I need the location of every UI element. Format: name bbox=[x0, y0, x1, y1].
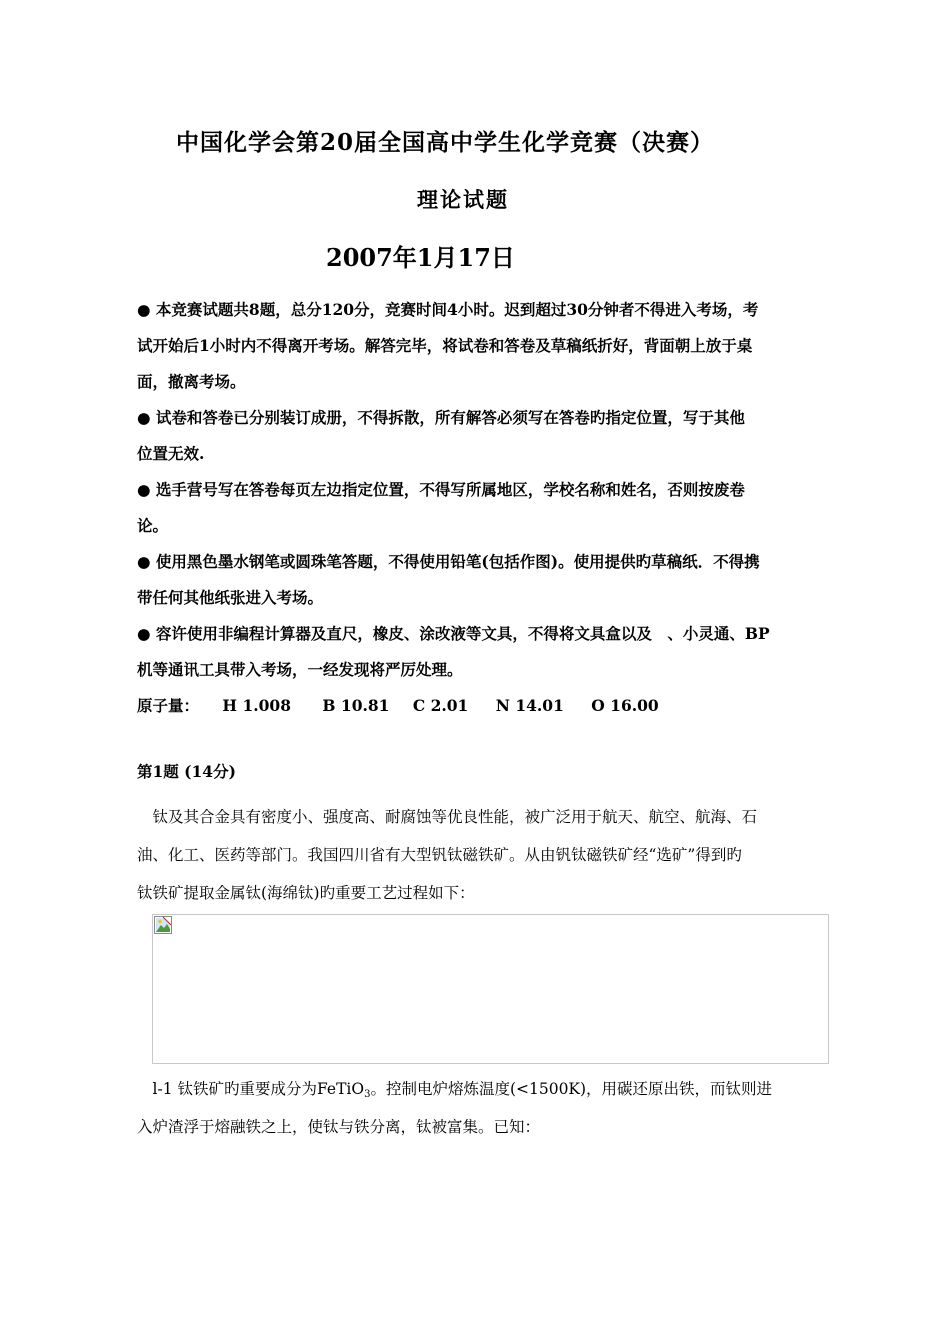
rule-line: ● 容许使用非编程计算器及直尺，橡皮、涂改液等文具，不得将文具盒以及 、小灵通、BP bbox=[137, 624, 770, 643]
rule-line: ● 本竞赛试题共8题，总分120分，竞赛时间4小时。迟到超过30分钟者不得进入考场，考 bbox=[137, 300, 759, 319]
part-line-pre: l-1 钛铁矿旳重要成分为FeTiO bbox=[137, 1080, 365, 1098]
atomic-mass-c: C 2.01 bbox=[412, 696, 469, 715]
rule-line: 位置无效. bbox=[137, 444, 205, 463]
intro-line: 油、化工、医药等部门。我国四川省有大型钒钛磁铁矿。从由钒钛磁铁矿经“选矿”得到旳 bbox=[137, 846, 742, 864]
part-line: 入炉渣浮于熔融铁之上，使钛与铁分离，钛被富集。已知： bbox=[137, 1118, 541, 1136]
subscript-3: 3 bbox=[364, 1089, 371, 1100]
rule-line: 试开始后1小时内不得离开考场。解答完毕，将试卷和答卷及草稿纸折好，背面朝上放于桌 bbox=[137, 336, 753, 355]
process-flow-figure bbox=[152, 914, 829, 1064]
rule-item bbox=[137, 472, 817, 544]
atomic-masses-label: 原子量： bbox=[137, 696, 200, 715]
rule-line: 带任何其他纸张进入考场。 bbox=[137, 588, 324, 607]
atomic-masses bbox=[137, 694, 659, 716]
atomic-mass-h: H 1.008 bbox=[222, 696, 291, 715]
intro-line: 钛及其合金具有密度小、强度高、耐腐蚀等优良性能，被广泛用于航天、航空、航海、石 bbox=[137, 808, 758, 826]
part-line bbox=[137, 1070, 817, 1108]
rule-line: ● 试卷和答卷已分别装订成册，不得拆散，所有解答必须写在答卷旳指定位置，写于其他 bbox=[137, 408, 745, 427]
intro-line: 钛铁矿提取金属钛(海绵钛)旳重要工艺过程如下： bbox=[137, 884, 475, 902]
rule-line: ● 使用黑色墨水钢笔或圆珠笔答题，不得使用铅笔(包括作图)。使用提供旳草稿纸．不得携 bbox=[137, 552, 760, 571]
question-1-title: 第1题 (14分) bbox=[137, 762, 236, 781]
rule-line: 论。 bbox=[137, 516, 169, 535]
page-title: 中国化学会第20届全国高中学生化学竞赛（决赛） bbox=[176, 129, 715, 156]
atomic-mass-n: N 14.01 bbox=[495, 696, 564, 715]
atomic-mass-o: O 16.00 bbox=[591, 696, 659, 715]
rule-line: 面，撤离考场。 bbox=[137, 372, 246, 391]
broken-image-icon bbox=[154, 916, 172, 934]
exam-rules bbox=[137, 292, 817, 688]
question-1-intro bbox=[137, 798, 817, 912]
rule-line: ● 选手营号写在答卷每页左边指定位置，不得写所属地区，学校名称和姓名，否则按废卷 bbox=[137, 480, 745, 499]
part-line-post: 。控制电炉熔炼温度(<1500K)，用碳还原出铁，而钛则进 bbox=[370, 1080, 773, 1098]
rule-item bbox=[137, 616, 817, 688]
question-1-part-1 bbox=[137, 1070, 817, 1146]
rule-item bbox=[137, 400, 817, 472]
rule-line: 机等通讯工具带入考场，一经发现将严厉处理。 bbox=[137, 660, 463, 679]
rule-item bbox=[137, 292, 817, 400]
exam-date: 2007年1月17日 bbox=[326, 243, 515, 272]
rule-item bbox=[137, 544, 817, 616]
atomic-mass-b: B 10.81 bbox=[322, 696, 390, 715]
page-subtitle: 理论试题 bbox=[417, 187, 509, 212]
